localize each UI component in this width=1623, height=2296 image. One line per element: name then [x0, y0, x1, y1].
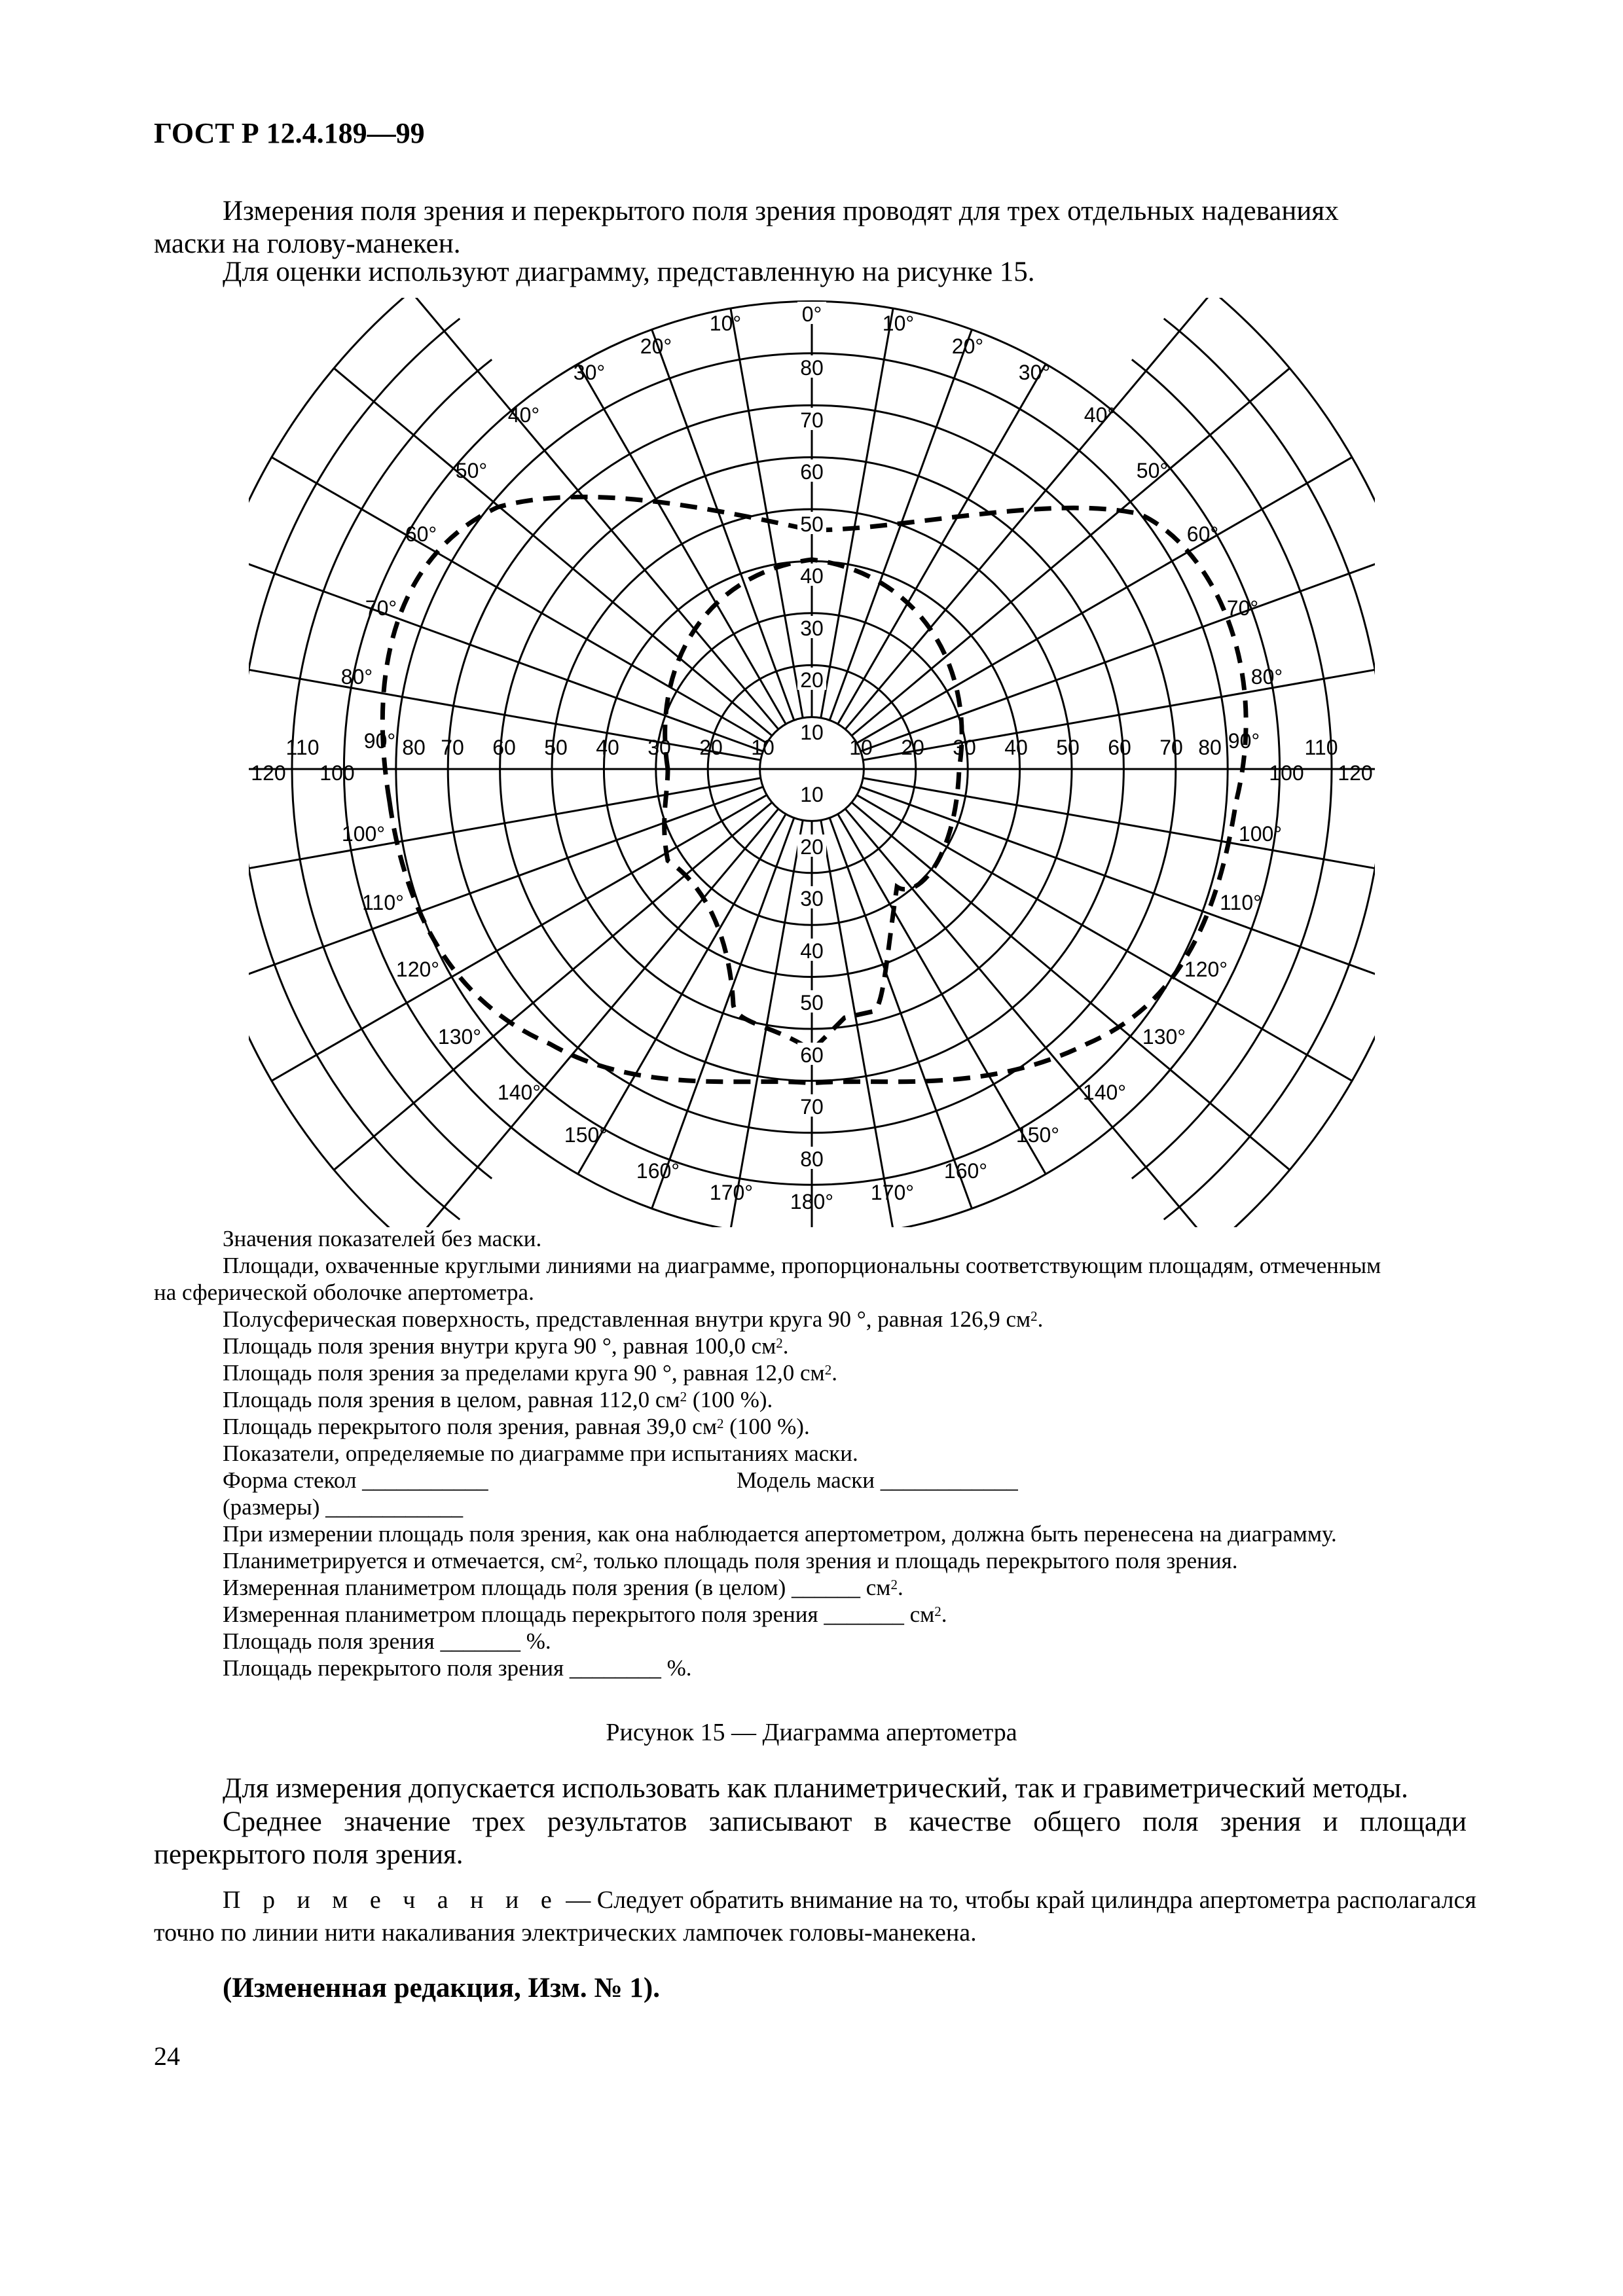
angle-label: 110°: [1220, 891, 1262, 914]
angle-label: 120°: [395, 958, 440, 981]
ring-label: 70: [800, 408, 824, 432]
intro-line-3: Для оценки используют диаграмму, представленную на рисунке 15.: [223, 257, 1035, 287]
grid-radial: [821, 820, 893, 1227]
grid-radial: [578, 364, 786, 724]
body-line-1: Для измерения допускается использовать как планиметрический, так и гравиметрический методы.: [223, 1773, 1408, 1804]
grid-radial: [821, 308, 893, 718]
ring-label: 60: [800, 460, 824, 484]
grid-radial-outer: [1112, 1127, 1213, 1227]
grid-radial-outer: [249, 556, 372, 609]
note-label: П р и м е ч а н и е: [223, 1886, 560, 1914]
note-line: Площадь перекрытого поля зрения, равная 39,0 $см^2$ (100 %).: [223, 1414, 810, 1439]
ring-label: 40: [800, 564, 824, 588]
note-line: Измеренная планиметром площадь перекрытого поля зрения _______ $см^2$.: [223, 1602, 947, 1627]
dimensions-field: (размеры) ____________: [223, 1494, 464, 1520]
grid-radial-outer: [1170, 1069, 1289, 1170]
ring-label: 80: [800, 356, 824, 380]
angle-label: 50°: [1136, 459, 1169, 482]
ring-label: 70: [1159, 736, 1183, 759]
ring-label: 30: [800, 887, 824, 910]
grid-radial-outer: [249, 929, 372, 982]
ring-label: 20: [699, 736, 723, 759]
intro-line-2: маски на голову-манекен.: [154, 228, 461, 259]
grid-radial-outer: [334, 368, 453, 469]
grid-radial: [838, 814, 1046, 1174]
ring-label: 40: [596, 736, 619, 759]
grid-radial: [838, 364, 1046, 724]
figure-caption: Рисунок 15 — Диаграмма апертометра: [606, 1719, 1017, 1746]
note-line: Площади, охваченные круглыми линиями на диаграмме, пропорциональны соответствующим площадям, отмеченным: [223, 1253, 1381, 1278]
ring-label: 30: [800, 617, 824, 640]
glass-shape-field: Форма стекол ___________: [223, 1467, 488, 1493]
body-line-2: Среднее значение трех результатов записывают в качестве общего поля зрения и площади: [223, 1806, 1467, 1837]
mask-model-field: Модель маски ____________: [737, 1467, 1018, 1493]
grid-radial-outer: [1252, 556, 1375, 609]
grid-radial: [731, 308, 803, 718]
ring-label: 80: [800, 1147, 824, 1171]
note-line: При измерении площадь поля зрения, как она наблюдается апертометром, должна быть перенесена на диаграмму.: [223, 1521, 1337, 1547]
angle-label: 170°: [709, 1181, 754, 1204]
note-line-2: точно по линии нити накаливания электрических лампочек головы-манекена.: [154, 1919, 977, 1946]
ring-label: 60: [1108, 736, 1131, 759]
angle-label: 100°: [1238, 822, 1283, 846]
note-line: на сферической оболочке апертометра.: [154, 1280, 534, 1305]
angle-label: 20°: [640, 334, 672, 358]
grid-radial-outer: [411, 1127, 511, 1227]
ring-label: 10: [800, 721, 824, 744]
ring-label: 40: [800, 939, 824, 963]
angle-label: 130°: [437, 1025, 482, 1049]
angle-label: 130°: [1142, 1025, 1186, 1049]
ring-label: 120: [251, 761, 286, 785]
angle-label: 120°: [1184, 958, 1228, 981]
angle-label: 60°: [405, 522, 437, 546]
angle-label: 160°: [943, 1159, 988, 1183]
angle-label: 140°: [497, 1081, 541, 1104]
body-line-3: перекрытого поля зрения.: [154, 1839, 464, 1870]
ring-label: 110: [285, 736, 319, 759]
ring-label: 80: [1198, 736, 1222, 759]
angle-label: 80°: [1250, 665, 1283, 689]
ring-label: 50: [800, 512, 824, 536]
grid-radial-outer: [334, 1069, 453, 1170]
angle-label: 20°: [951, 334, 984, 358]
angle-label: 90°: [1228, 729, 1260, 753]
angle-label: 70°: [365, 596, 397, 620]
angle-label: 100°: [341, 822, 386, 846]
ring-label: 60: [492, 736, 516, 759]
ring-label: 100: [319, 761, 355, 785]
grid-radial: [863, 778, 1273, 850]
note-line: Измеренная планиметром площадь поля зрения (в целом) ______ $см^2$.: [223, 1575, 903, 1600]
angle-label: 60°: [1186, 522, 1219, 546]
ring-label: 70: [800, 1095, 824, 1119]
ring-label: 10: [849, 736, 873, 759]
angle-label: 10°: [882, 312, 915, 335]
grid-radial: [857, 535, 1217, 744]
note-line: Площадь перекрытого поля зрения ________ %.: [223, 1655, 692, 1681]
angle-label: 110°: [362, 891, 404, 914]
angle-label: 140°: [1082, 1081, 1127, 1104]
angle-label: 30°: [573, 361, 606, 384]
grid-radial: [578, 814, 786, 1174]
angle-label: 10°: [709, 312, 742, 335]
grid-radial: [731, 820, 803, 1227]
grid-radial: [407, 795, 767, 1003]
grid-radial-outer: [411, 298, 511, 411]
ring-label: 110: [1304, 736, 1338, 759]
ring-label: 80: [402, 736, 426, 759]
intro-line-1: Измерения поля зрения и перекрытого поля зрения проводят для трех отдельных надеваниях: [223, 196, 1339, 226]
grid-radial-outer: [1112, 298, 1213, 411]
note-line: Площадь поля зрения _______ %.: [223, 1628, 551, 1654]
ring-label: 120: [1338, 761, 1373, 785]
ring-label: 60: [800, 1043, 824, 1067]
ring-label: 50: [544, 736, 568, 759]
angle-label: 180°: [790, 1190, 834, 1213]
ring-label: 30: [647, 736, 671, 759]
angle-label: 90°: [363, 729, 396, 753]
ring-label: 10: [800, 783, 824, 806]
ring-label: 70: [441, 736, 464, 759]
note-line: Полусферическая поверхность, представленная внутри круга 90 °, равная 126,9 $см^2$.: [223, 1306, 1044, 1332]
apertometer-diagram: [249, 298, 1375, 1227]
document-header: ГОСТ Р 12.4.189—99: [154, 117, 425, 149]
ring-label: 30: [953, 736, 976, 759]
note-line: Показатели, определяемые по диаграмме при испытаниях маски.: [223, 1441, 858, 1466]
grid-radial: [857, 795, 1217, 1003]
grid-radial: [351, 778, 761, 850]
ring-label: 20: [800, 835, 824, 859]
angle-label: 40°: [507, 403, 540, 427]
angle-label: 150°: [564, 1123, 608, 1147]
grid-radial-outer: [1170, 368, 1289, 469]
amendment-note: (Измененная редакция, Изм. № 1).: [223, 1973, 660, 2003]
ring-label: 100: [1269, 761, 1304, 785]
ring-label: 50: [800, 991, 824, 1014]
ring-label: 50: [1056, 736, 1080, 759]
ring-label: 20: [901, 736, 924, 759]
angle-label: 70°: [1226, 596, 1259, 620]
note-line: Планиметрируется и отмечается, $см^2$, только площадь поля зрения и площадь перекрытого поля зрения.: [223, 1548, 1238, 1573]
angle-label: 30°: [1018, 361, 1051, 384]
note-line: Площадь поля зрения за пределами круга 90 °, равная 12,0 $см^2$.: [223, 1360, 837, 1386]
angle-label: 50°: [455, 459, 488, 482]
angle-label: 0°: [801, 302, 822, 326]
angle-label: 40°: [1084, 403, 1116, 427]
grid-radial: [407, 535, 767, 744]
ring-label: 10: [751, 736, 775, 759]
ring-label: 20: [800, 668, 824, 692]
note-line: Значения показателей без маски.: [223, 1226, 542, 1251]
grid-radial-outer: [1252, 929, 1375, 982]
angle-label: 170°: [870, 1181, 915, 1204]
angle-label: 150°: [1015, 1123, 1060, 1147]
note-line: Площадь поля зрения внутри круга 90 °, равная 100,0 $см^2$.: [223, 1333, 789, 1359]
ring-label: 40: [1004, 736, 1028, 759]
angle-label: 160°: [636, 1159, 680, 1183]
page-number: 24: [154, 2041, 180, 2071]
note-line: Площадь поля зрения в целом, равная 112,0 $см^2$ (100 %).: [223, 1387, 773, 1412]
note-line-1: П р и м е ч а н и е — Следует обратить внимание на то, чтобы край цилиндра апертометра располагался: [223, 1886, 1476, 1914]
angle-label: 80°: [340, 665, 373, 689]
